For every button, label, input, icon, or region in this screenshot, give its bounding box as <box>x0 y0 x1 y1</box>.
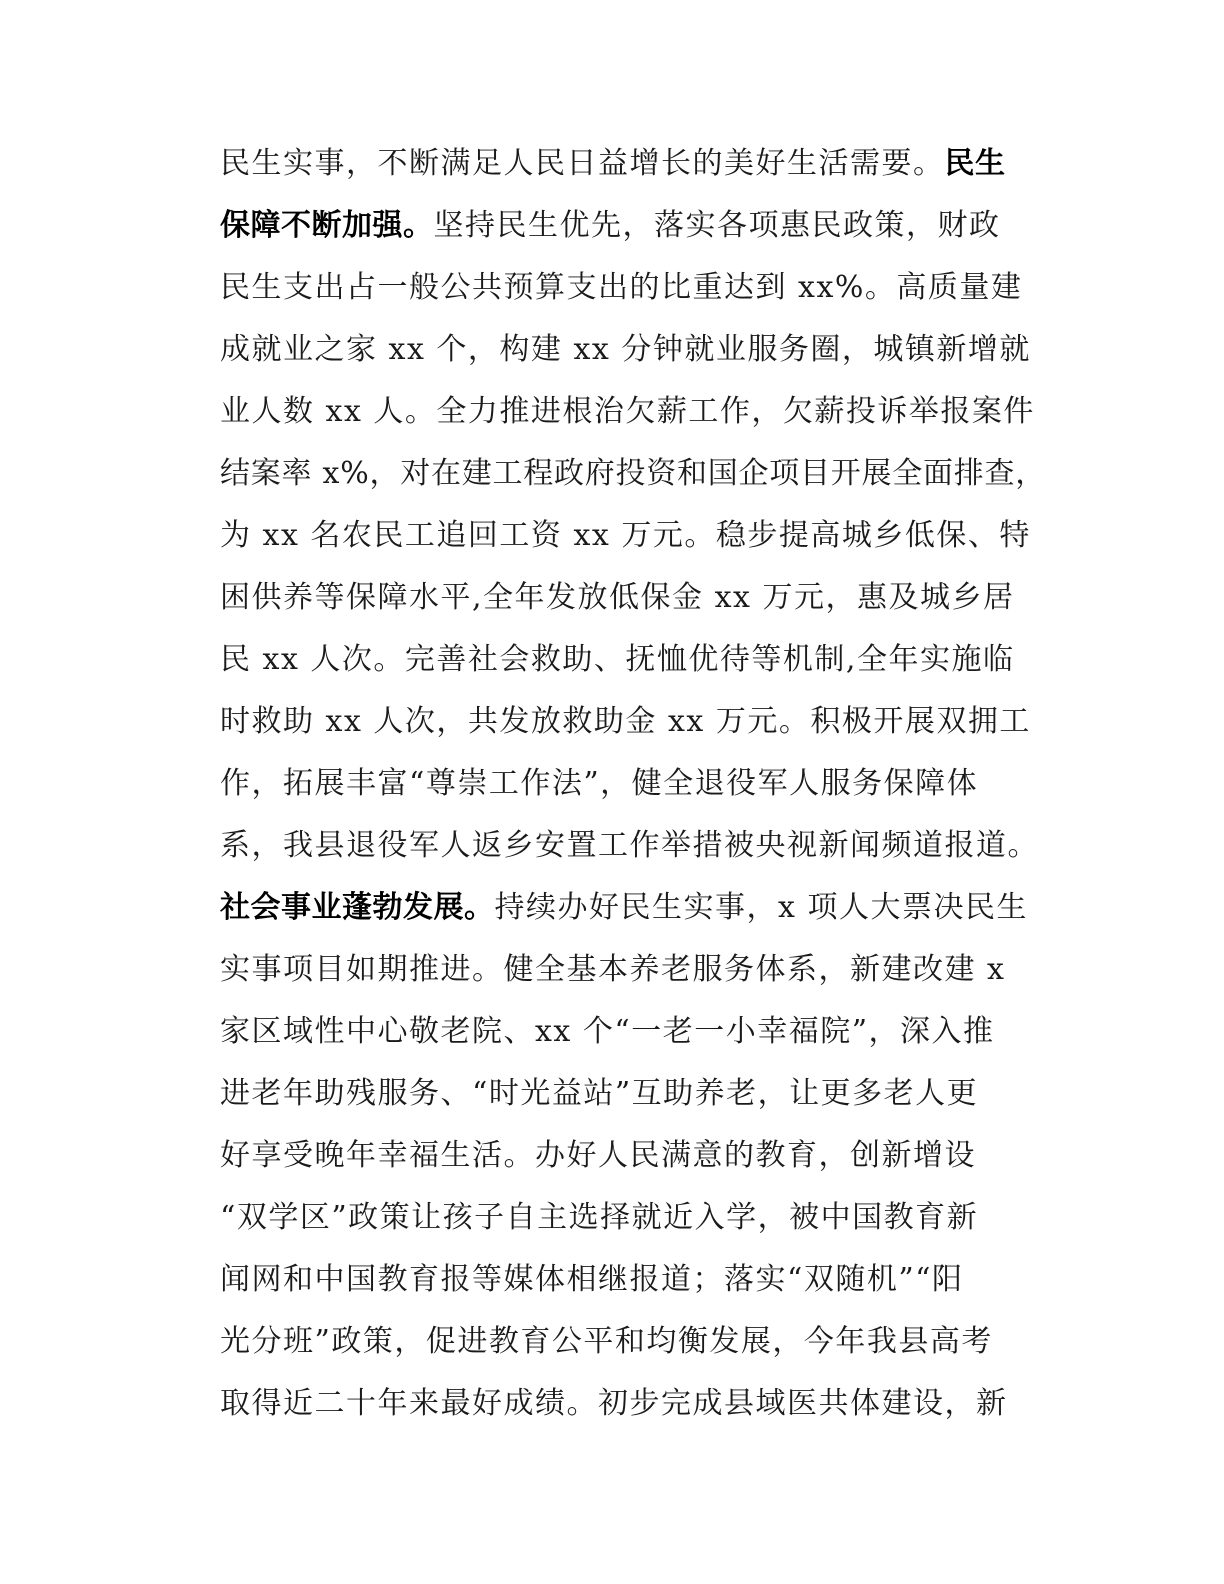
text-segment: 成就业之家 xx 个，构建 xx 分钟就业服务圈，城镇新增就 <box>220 332 1031 367</box>
text-segment: 进老年助残服务、“时光益站”互助养老，让更多老人更 <box>220 1076 979 1111</box>
text-segment: 困供养等保障水平,全年发放低保金 xx 万元，惠及城乡居 <box>220 580 1015 615</box>
text-line <box>220 1249 1050 1311</box>
text-line <box>220 1311 1050 1373</box>
text-segment: “双学区”政策让孩子自主选择就近入学，被中国教育新 <box>220 1200 979 1235</box>
text-segment: 时救助 xx 人次，共发放救助金 xx 万元。积极开展双拥工 <box>220 704 1031 739</box>
text-line <box>220 877 1050 939</box>
text-segment: 好享受晚年幸福生活。办好人民满意的教育，创新增设 <box>220 1138 976 1173</box>
text-segment: 业人数 xx 人。全力推进根治欠薪工作，欠薪投诉举报案件 <box>220 394 1035 429</box>
text-line <box>220 1125 1050 1187</box>
text-line <box>220 257 1050 319</box>
body-text <box>220 133 1050 1435</box>
section-heading: 保障不断加强。 <box>220 208 434 243</box>
section-heading: 社会事业蓬勃发展。 <box>220 890 495 925</box>
text-segment: 系，我县退役军人返乡安置工作举措被央视新闻频道报道。 <box>220 828 1039 863</box>
text-line <box>220 1001 1050 1063</box>
text-line <box>220 443 1050 505</box>
text-line <box>220 753 1050 815</box>
text-segment: 家区域性中心敬老院、xx 个“一老一小幸福院”，深入推 <box>220 1014 995 1049</box>
text-segment: 民 xx 人次。完善社会救助、抚恤优待等机制,全年实施临 <box>220 642 1015 677</box>
text-line <box>220 133 1050 195</box>
section-heading: 民生 <box>944 146 1006 181</box>
text-line <box>220 567 1050 629</box>
text-segment: 作，拓展丰富“尊崇工作法”，健全退役军人服务保障体 <box>220 766 979 801</box>
text-line <box>220 1373 1050 1435</box>
text-segment: 结案率 x%，对在建工程政府投资和国企项目开展全面排查， <box>220 456 1046 491</box>
text-line <box>220 629 1050 691</box>
text-segment: 光分班”政策，促进教育公平和均衡发展，今年我县高考 <box>220 1324 993 1359</box>
text-segment: 实事项目如期推进。健全基本养老服务体系，新建改建 x <box>220 952 1006 987</box>
text-segment: 取得近二十年来最好成绩。初步完成县域医共体建设，新 <box>220 1386 1008 1421</box>
text-line <box>220 1187 1050 1249</box>
text-line <box>220 1063 1050 1125</box>
text-segment: 坚持民生优先，落实各项惠民政策，财政 <box>433 208 1001 243</box>
text-segment: 持续办好民生实事，x 项人大票决民生 <box>494 890 1028 925</box>
text-line <box>220 939 1050 1001</box>
text-line <box>220 691 1050 753</box>
text-line <box>220 505 1050 567</box>
text-segment: 为 xx 名农民工追回工资 xx 万元。稳步提高城乡低保、特 <box>220 518 1031 553</box>
text-segment: 民生支出占一般公共预算支出的比重达到 xx%。高质量建 <box>220 270 1023 305</box>
text-segment: 民生实事，不断满足人民日益增长的美好生活需要。 <box>220 146 945 181</box>
text-segment: 闻网和中国教育报等媒体相继报道；落实“双随机”“阳 <box>220 1262 964 1297</box>
text-line <box>220 319 1050 381</box>
text-line <box>220 815 1050 877</box>
text-line <box>220 195 1050 257</box>
text-line <box>220 381 1050 443</box>
